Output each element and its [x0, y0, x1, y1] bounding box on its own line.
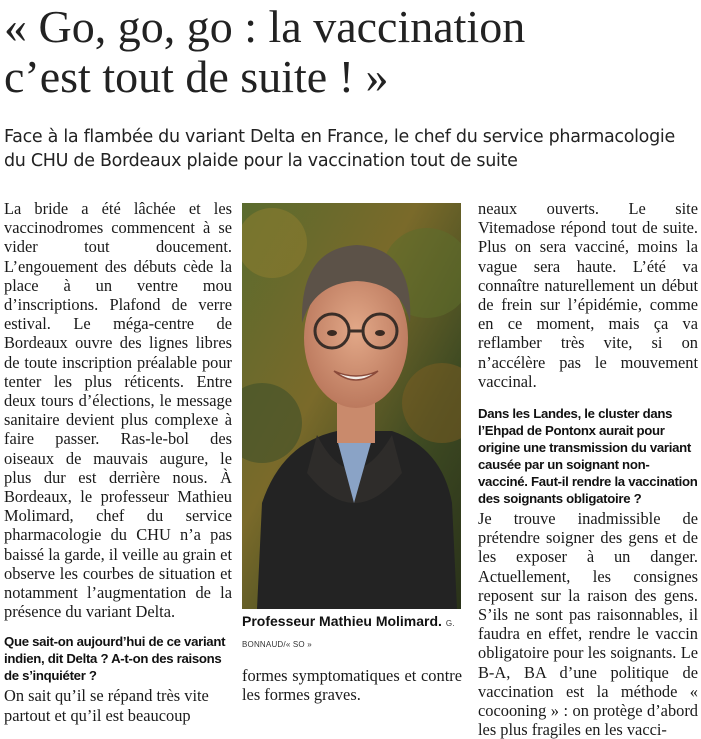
- photo-caption: [242, 612, 464, 654]
- column-2-text: formes symptomatiques et contre les formes graves.: [242, 666, 462, 705]
- question-mandatory-vaccination: Dans les Landes, le cluster dans l’Ehpad de Pontonx aurait pour origine une transmission du variant causée par un soignant non-vacciné. Faut-il rendre la vaccination des soignants obligatoire ?: [478, 406, 698, 507]
- article-column-1: [4, 199, 232, 725]
- headline-line-2: c’est tout de suite ! »: [4, 51, 389, 102]
- caption-name: Professeur Mathieu Molimard.: [242, 613, 442, 629]
- standfirst: [4, 125, 698, 173]
- photo-credit: G. BONNAUD/« SO »: [242, 619, 455, 649]
- article-column-3: [478, 199, 698, 739]
- standfirst-line-1: Face à la flambée du variant Delta en France, le chef du service pharmacologie: [4, 127, 675, 147]
- question-delta-variant: Que sait-on aujourd’hui de ce variant indien, dit Delta ? A-t-on des raisons de s’inquiéter ?: [4, 634, 226, 684]
- answer-paragraph: On sait qu’il se répand très vite partout et qu’il est beaucoup: [4, 686, 209, 725]
- column-3-intro: neaux ouverts. Le site Vitemadose répond tout de suite. Plus on sera vacciné, moins la vague sera haute. L’été va connaître naturellement un début de frein sur l’épidémie, comme en ce moment, mais ça va reflamber très vite, si on n’accélère pas le mouvement vaccinal.: [478, 199, 698, 391]
- portrait-image-icon: [242, 203, 461, 609]
- answer-mandatory-vaccination: Je trouve inadmissible de prétendre soigner des gens et de les exposer à un danger. Actuellement, les consignes reposent sur la raison des gens. S’ils ne sont pas raisonnables, il faudra en effet, rendre le vaccin obligatoire pour les soignants. Le B-A, BA d’une politique de vaccination est la méthode « cocooning » : on protège d’abord les plus fragiles en les vacci-: [478, 509, 698, 739]
- intro-paragraph: La bride a été lâchée et les vaccinodromes commencent à se vider tout doucement. L’engouement des débuts cède la place à un ventre mou d’inscriptions. Plafond de verre estival. Le méga-centre de Bordeaux ouvre des lignes libres de toute inscription préalable pour tenter les plus réticents. Entre deux tours d’élections, le message sanitaire devient plus complexe à faire passer. Ras-le-bol des oiseaux de mauvais augure, le plus dur est derrière nous. À Bordeaux, le professeur Mathieu Molimard, chef du service pharmacologie du CHU n’a pas baissé la garde, il veille au grain et observe les courbes de situation et notamment l’augmentation de la présence du variant Delta.: [4, 199, 232, 622]
- standfirst-line-2: du CHU de Bordeaux plaide pour la vaccination tout de suite: [4, 151, 518, 171]
- headline-line-1: « Go, go, go : la vaccination: [4, 1, 526, 52]
- headline: [4, 2, 698, 102]
- portrait-photo: [242, 203, 461, 609]
- article-column-2: [242, 666, 462, 704]
